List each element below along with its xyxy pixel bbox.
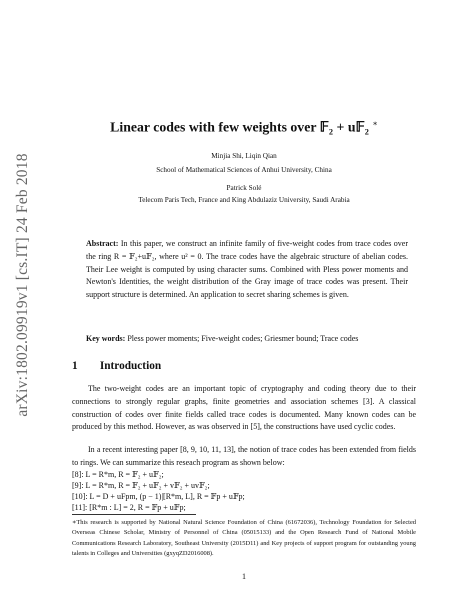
list-item: [11]: [R*m : L] = 2, R = 𝔽p + u𝔽p; <box>72 503 186 512</box>
intro-paragraph-1: The two-weight codes are an important topic of cryptography and coding theory due to their connections to strongly regular graphs, finite geometries and association schemes [3]. A classical construction of codes over finite fields called trace codes is documented. Many known codes can be produced by this method. However, as was observed in [5], the constructions have used cyclic codes. <box>72 384 416 432</box>
list-item: [9]: L = R*m, R = 𝔽₂ + u𝔽₂ + v𝔽₂ + uv𝔽₂; <box>72 481 210 490</box>
section-heading <box>72 360 161 372</box>
arxiv-identifier: arXiv:1802.09919v1 [cs.IT] 24 Feb 2018 <box>14 153 31 417</box>
authors-1: Minjia Shi, Liqin Qian <box>211 152 277 160</box>
page-number: 1 <box>242 572 246 581</box>
footnote-rule <box>72 514 196 515</box>
abstract-text: In this paper, we construct an infinite family of five-weight codes from trace codes over the ring R = 𝔽₂+u𝔽₂, where u² = 0. The trace codes have the algebraic structure of abelian codes. Their Lee weight is computed by using character sums. Combined with Pless power moments and Newton's Identities, the weight distribution of the Gray image of trace codes was present. Their support structure is determined. An application to secret sharing schemes is given. <box>86 239 409 300</box>
section-number: 1 <box>72 360 78 372</box>
section-title: Introduction <box>99 360 162 372</box>
keywords-text: Pless power moments; Five-weight codes; Griesmer bound; Trace codes <box>127 334 359 343</box>
abstract <box>86 238 408 302</box>
authors-2: Patrick Solé <box>226 184 262 192</box>
intro-paragraph-2: In a recent interesting paper [8, 9, 10, 11, 13], the notion of trace codes has been extended from fields to rings. We can summarize this reseach program as shown below: <box>72 445 416 467</box>
keywords-label: Key words: <box>86 334 126 343</box>
paper-title: Linear codes with few weights over 𝔽₂ + u𝔽₂ <box>110 119 369 135</box>
list-item: [10]: L = D + uFpm, (p − 1)|[R*m, L], R = 𝔽p + u𝔽p; <box>72 492 245 501</box>
list-item: [8]: L = R*m, R = 𝔽₂ + u𝔽₂; <box>72 470 164 479</box>
affiliation-1: School of Mathematical Sciences of Anhui University, China <box>156 166 332 174</box>
affiliation-2: Telecom Paris Tech, France and King Abdulaziz University, Saudi Arabia <box>138 196 350 204</box>
footnote: ∗This research is supported by National Natural Science Foundation of China (61672036), Technology Foundation for Selected Overseas Chinese Scholar, Ministry of Personnel of China (05015133) and the Open Research Fund of National Mobile Communications Research Laboratory, Southeast University (2015D11) and Key projects of support program for outstanding young talents in Colleges and Universities (gxyqZD2016008). <box>72 519 416 558</box>
title-footnote-mark: ∗ <box>372 119 378 128</box>
keywords <box>86 334 408 343</box>
arxiv-identifier-sidebar <box>11 150 35 420</box>
paper-title-block <box>72 119 416 136</box>
abstract-label: Abstract: <box>86 239 119 248</box>
